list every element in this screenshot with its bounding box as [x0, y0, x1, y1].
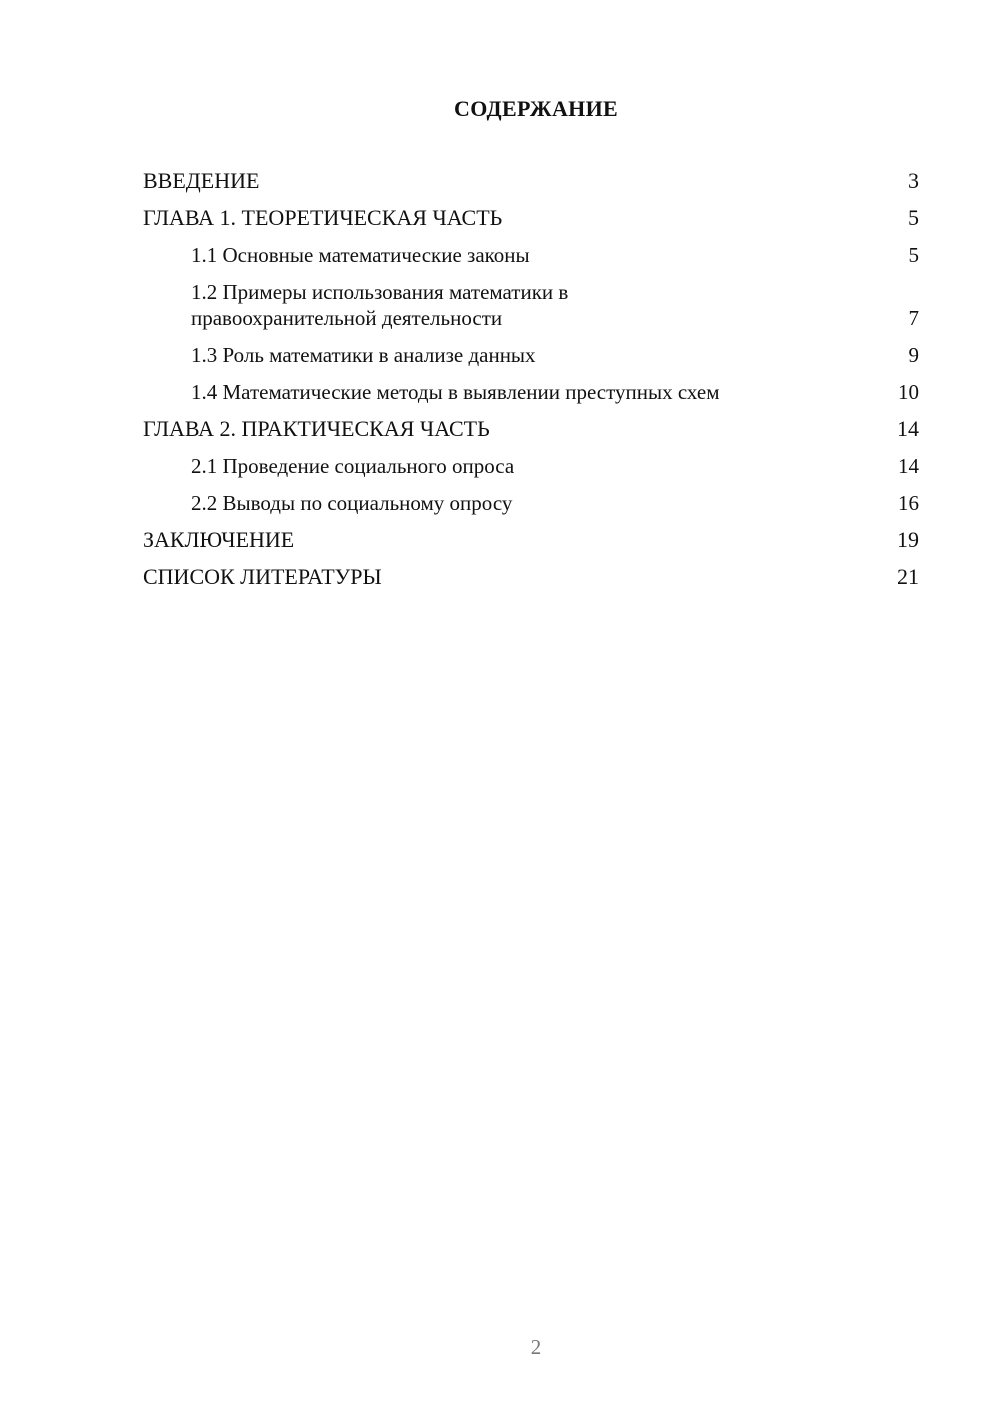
toc-entry-label: ГЛАВА 2. ПРАКТИЧЕСКАЯ ЧАСТЬ [143, 416, 490, 441]
toc-entry-label: ГЛАВА 1. ТЕОРЕТИЧЕСКАЯ ЧАСТЬ [143, 205, 503, 230]
toc-entry-page: 3 [908, 168, 919, 193]
toc-title: СОДЕРЖАНИЕ [454, 96, 618, 121]
toc-entry-1-1[interactable] [143, 242, 919, 268]
toc-entry-page: 7 [908, 306, 919, 330]
toc-entry-page: 14 [897, 416, 919, 441]
table-of-contents [143, 168, 919, 601]
toc-entry-chapter-2[interactable] [143, 416, 919, 442]
toc-entry-label: 2.1 Проведение социального опроса [191, 454, 515, 478]
toc-entry-label-line2: правоохранительной деятельности [191, 306, 503, 330]
toc-entry-2-1[interactable] [143, 453, 919, 479]
toc-entry-1-2[interactable] [143, 279, 919, 331]
toc-entry-page: 14 [898, 454, 919, 478]
toc-entry-page: 10 [898, 380, 919, 404]
toc-entry-2-2[interactable] [143, 490, 919, 516]
toc-entry-chapter-1[interactable] [143, 205, 919, 231]
toc-entry-label: ЗАКЛЮЧЕНИЕ [143, 527, 295, 552]
toc-entry-conclusion[interactable] [143, 527, 919, 553]
toc-entry-page: 9 [908, 343, 919, 367]
toc-entry-1-4[interactable] [143, 379, 919, 405]
toc-entry-page: 5 [908, 243, 919, 267]
toc-entry-page: 5 [908, 205, 919, 230]
toc-entry-page: 21 [897, 564, 919, 589]
toc-entry-label: СПИСОК ЛИТЕРАТУРЫ [143, 564, 382, 589]
toc-entry-1-3[interactable] [143, 342, 919, 368]
toc-entry-page: 19 [897, 527, 919, 552]
toc-entry-page: 16 [898, 491, 919, 515]
toc-entry-label: 1.4 Математические методы в выявлении преступных схем [191, 380, 720, 404]
toc-entry-label [143, 279, 919, 331]
page-number: 2 [530, 1335, 542, 1359]
toc-entry-label: 1.1 Основные математические законы [191, 243, 530, 267]
toc-entry-label-line1: 1.2 Примеры использования математики в [191, 280, 569, 304]
toc-entry-label: 2.2 Выводы по социальному опросу [191, 491, 513, 515]
toc-entry-label: 1.3 Роль математики в анализе данных [191, 343, 536, 367]
toc-entry-introduction[interactable] [143, 168, 919, 194]
toc-entry-label: ВВЕДЕНИЕ [143, 168, 260, 193]
toc-entry-references[interactable] [143, 564, 919, 590]
